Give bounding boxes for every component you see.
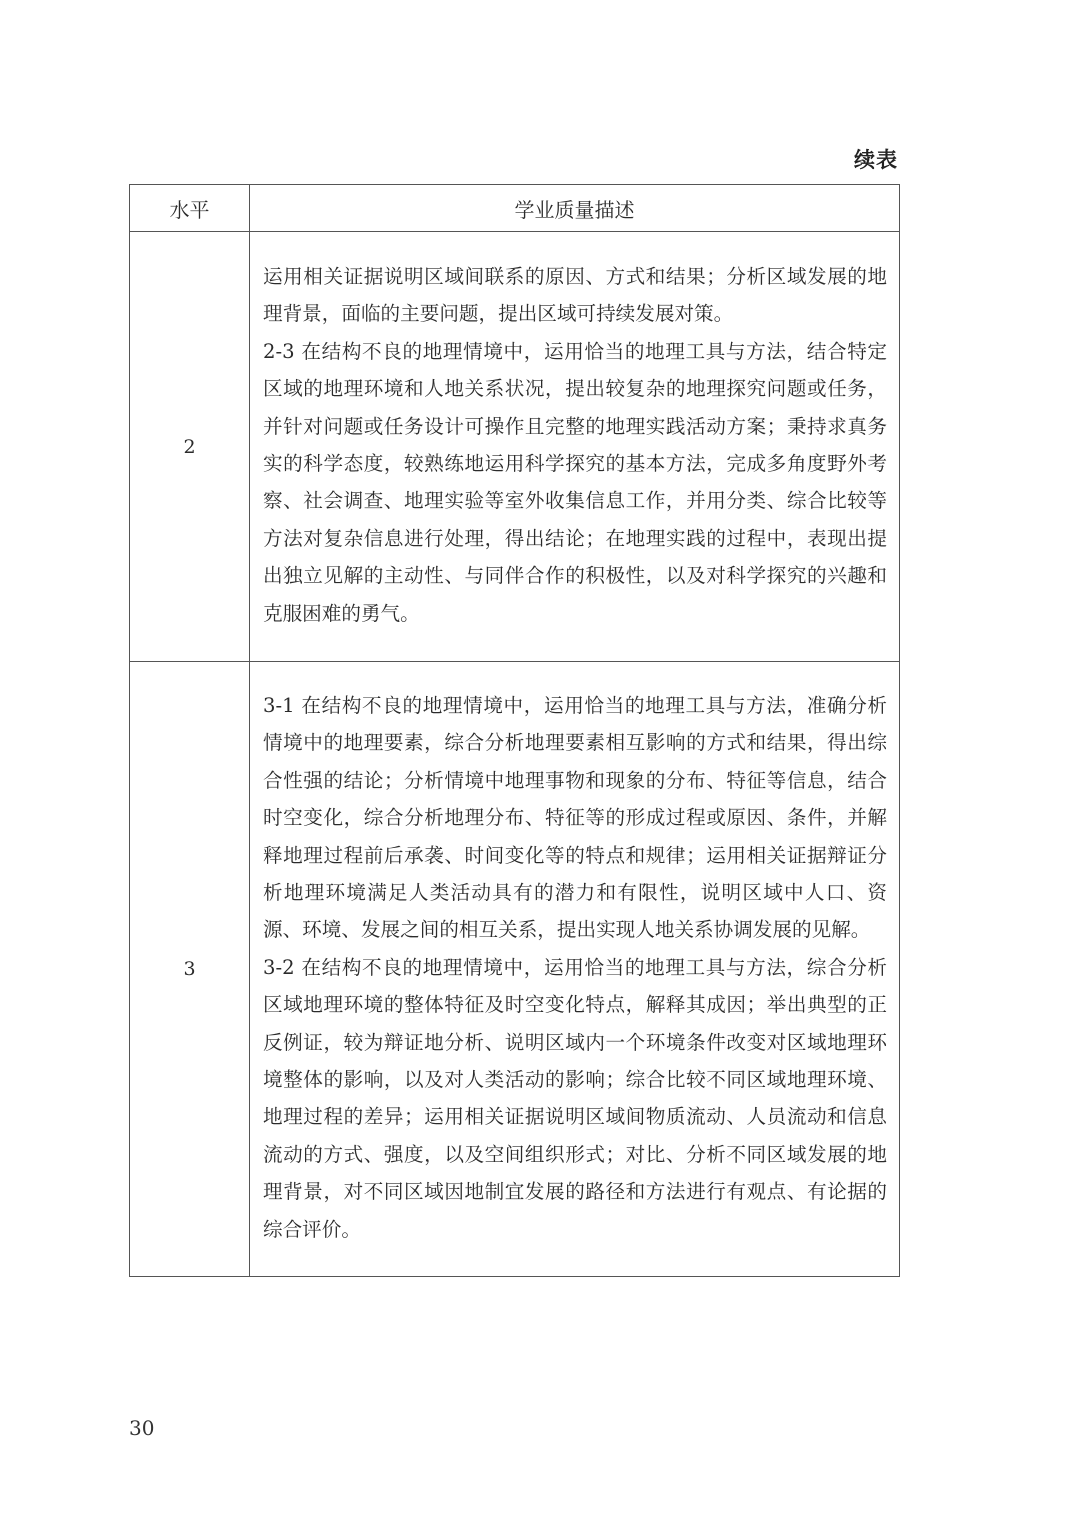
table-row-level-3 xyxy=(130,662,900,1277)
table-row-level-2 xyxy=(130,232,900,662)
header-level: 水平 xyxy=(130,185,250,232)
description-cell xyxy=(250,662,900,1277)
description-cell xyxy=(250,232,900,662)
table-header-row xyxy=(130,185,900,232)
continued-table-label: 续表 xyxy=(854,148,898,172)
description-paragraph: 3-2 在结构不良的地理情境中，运用恰当的地理工具与方法，综合分析区域地理环境的整体特征及时空变化特点，解释其成因；举出典型的正反例证，较为辩证地分析、说明区域内一个环境条件改变对区域地理环境整体的影响，以及对人类活动的影响；综合比较不同区域地理环境、地理过程的差异；运用相关证据说明区域间物质流动、人员流动和信息流动的方式、强度，以及空间组织形式；对比、分析不同区域发展的地理背景，对不同区域因地制宜发展的路径和方法进行有观点、有论据的综合评价。 xyxy=(263,955,887,1241)
quality-description-table xyxy=(129,184,900,1277)
description-paragraph: 3-1 在结构不良的地理情境中，运用恰当的地理工具与方法，准确分析情境中的地理要素，综合分析地理要素相互影响的方式和结果，得出综合性强的结论；分析情境中地理事物和现象的分布、特征等信息，结合时空变化，综合分析地理分布、特征等的形成过程或原因、条件，并解释地理过程前后承袭、时间变化等的特点和规律；运用相关证据辩证分析地理环境满足人类活动具有的潜力和有限性，说明区域中人口、资源、环境、发展之间的相互关系，提出实现人地关系协调发展的见解。 xyxy=(263,693,887,942)
level-cell: 3 xyxy=(130,662,250,1277)
level-cell: 2 xyxy=(130,232,250,662)
description-paragraph: 运用相关证据说明区域间联系的原因、方式和结果；分析区域发展的地理背景，面临的主要问题，提出区域可持续发展对策。 xyxy=(263,264,887,326)
header-description: 学业质量描述 xyxy=(250,185,900,232)
page-number: 30 xyxy=(129,1416,155,1440)
description-paragraph: 2-3 在结构不良的地理情境中，运用恰当的地理工具与方法，结合特定区域的地理环境和人地关系状况，提出较复杂的地理探究问题或任务，并针对问题或任务设计可操作且完整的地理实践活动方案；秉持求真务实的科学态度，较熟练地运用科学探究的基本方法，完成多角度野外考察、社会调查、地理实验等室外收集信息工作，并用分类、综合比较等方法对复杂信息进行处理，得出结论；在地理实践的过程中，表现出提出独立见解的主动性、与同伴合作的积极性，以及对科学探究的兴趣和克服困难的勇气。 xyxy=(263,339,887,625)
